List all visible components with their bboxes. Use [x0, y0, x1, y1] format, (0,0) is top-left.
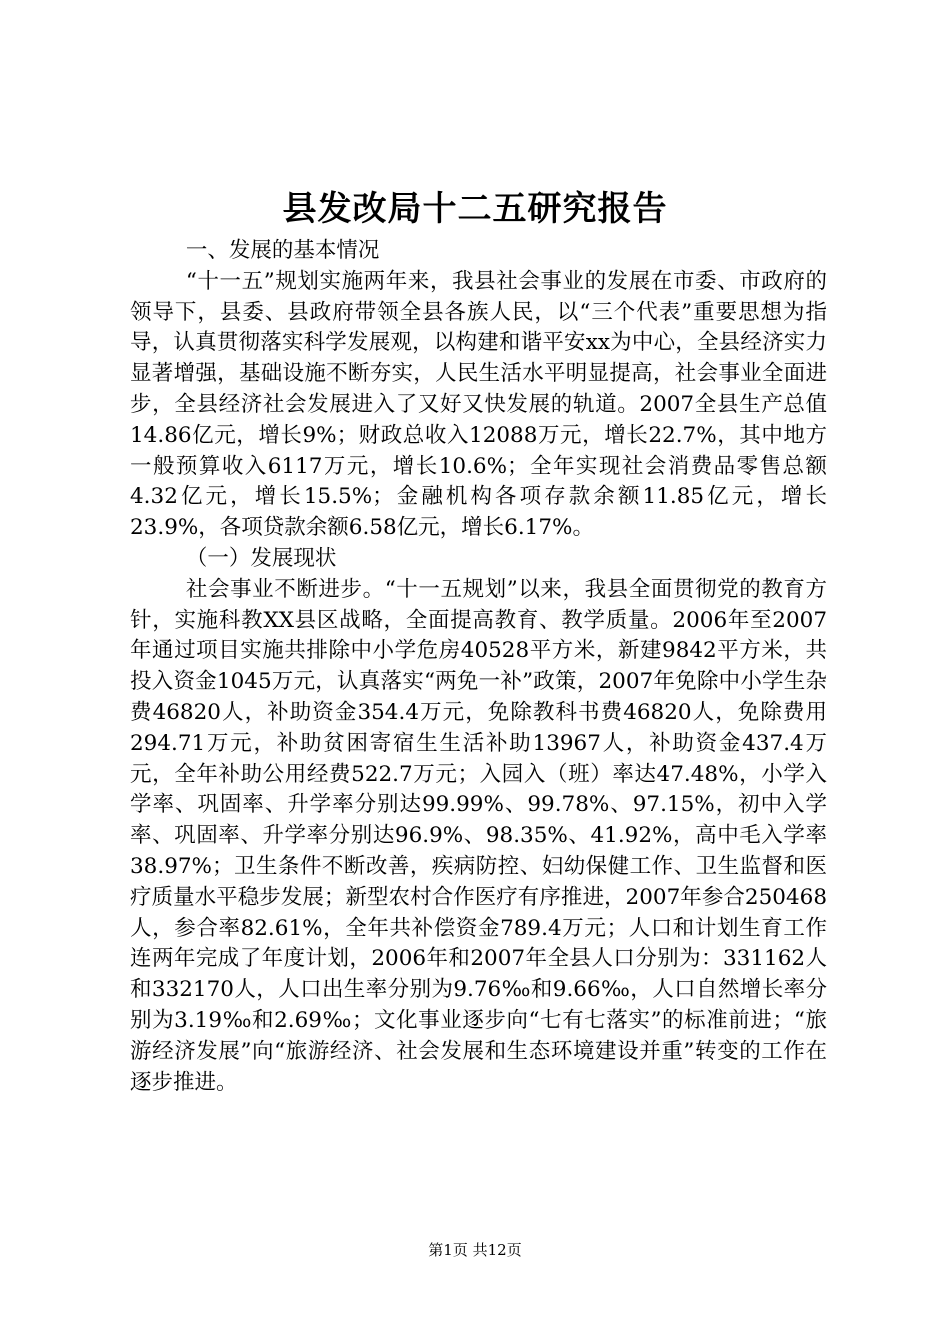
body-paragraph: “十一五”规划实施两年来，我县社会事业的发展在市委、市政府的领导下，县委、县政府带领全县各族人民，以“三个代表”重要思想为指导，认真贯彻落实科学发展观，以构建和谐平安xx为中心，全县经济实力显著增强，基础设施不断夯实，人民生活水平明显提高，社会事业全面进步，全县经济社会发展进入了又好又快发展的轨道。2007全县生产总值14.86亿元，增长9%；财政总收入12088万元，增长22.7%，其中地方一般预算收入6117万元，增长10.6%；全年实现社会消费品零售总额4.32亿元，增长15.5%；金融机构各项存款余额11.85亿元，增长23.9%，各项贷款余额6.58亿元，增长6.17%。 — [130, 268, 827, 541]
document-body — [130, 236, 827, 1098]
subsection-heading: （一）发展现状 — [185, 545, 337, 571]
document-title: 县发改局十二五研究报告 — [282, 189, 668, 229]
page-number-footer: 第1页 共12页 — [428, 1241, 522, 1259]
section-heading: 一、发展的基本情况 — [185, 238, 380, 263]
body-paragraph: 社会事业不断进步。“十一五规划”以来，我县全面贯彻党的教育方针，实施科教XX县区战略，全面提高教育、教学质量。2006年至2007年通过项目实施共排除中小学危房40528平方米，新建9842平方米，共投入资金1045万元，认真落实“两免一补”政策，2007年免除中小学生杂费46820人，补助资金354.4万元，免除教科书费46820人，免除费用294.71万元，补助贫困寄宿生生活补助13967人，补助资金437.4万元，全年补助公用经费522.7万元；入园入（班）率达47.48%，小学入学率、巩固率、升学率分别达99.99%、99.78%、97.15%，初中入学率、巩固率、升学率分别达96.9%、98.35%、41.92%，高中毛入学率38.97%；卫生条件不断改善，疾病防控、妇幼保健工作、卫生监督和医疗质量水平稳步发展；新型农村合作医疗有序推进，2007年参合250468人，参合率82.61%，全年共补偿资金789.4万元；人口和计划生育工作连两年完成了年度计划，2006年和2007年全县人口分别为：331162人和332170人，人口出生率分别为9.76‰和9.66‰，人口自然增长率分别为3.19‰和2.69‰；文化事业逐步向“七有七落实”的标准前进；“旅游经济发展”向“旅游经济、社会发展和生态环境建设并重”转变的工作在逐步推进。 — [130, 576, 827, 1095]
